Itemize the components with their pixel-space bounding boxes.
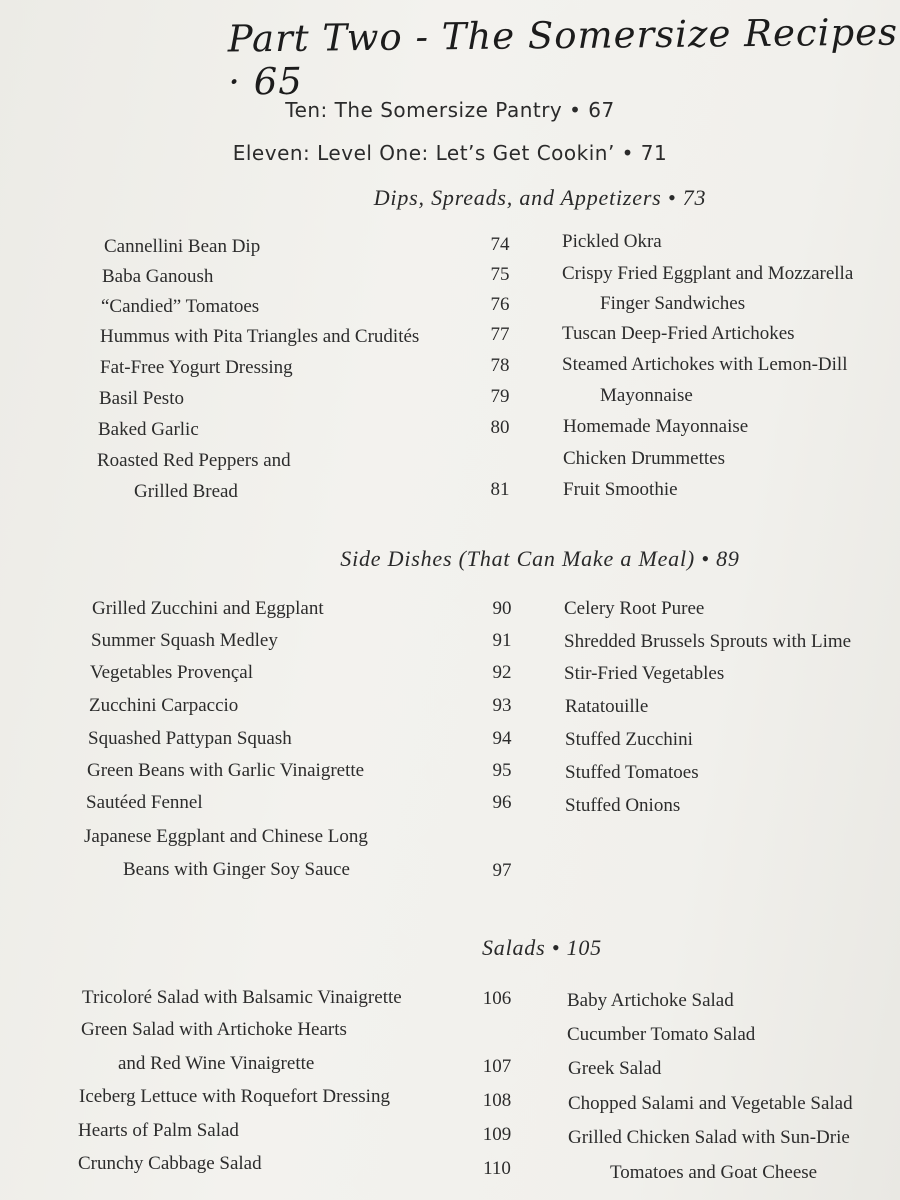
toc-entry: Crunchy Cabbage Salad (78, 1153, 262, 1174)
page-number: 95 (492, 760, 512, 781)
toc-entry: Steamed Artichokes with Lemon-Dill (562, 354, 848, 375)
section-heading-salads: Salads • 105 (482, 935, 602, 960)
toc-entry: Vegetables Provençal (90, 662, 254, 683)
toc-entry-continued: Tomatoes and Goat Cheese (610, 1162, 818, 1183)
page-number: 92 (492, 662, 512, 683)
page-number: 93 (492, 695, 512, 716)
toc-entry-continued: Beans with Ginger Soy Sauce (123, 859, 350, 880)
page-number: 96 (492, 792, 512, 813)
page-number: 75 (490, 264, 510, 285)
toc-entry: Cannellini Bean Dip (104, 236, 261, 257)
toc-entry: Stuffed Onions (565, 795, 681, 816)
toc-entry: Green Beans with Garlic Vinaigrette (87, 760, 365, 781)
toc-entry: Summer Squash Medley (91, 630, 278, 651)
toc-entry: Hearts of Palm Salad (78, 1120, 239, 1141)
section-heading-side-dishes: Side Dishes (That Can Make a Meal) • 89 (340, 546, 740, 571)
toc-entry: Basil Pesto (99, 388, 184, 409)
toc-entry: Iceberg Lettuce with Roquefort Dressing (79, 1086, 390, 1107)
toc-entry: Stir-Fried Vegetables (564, 663, 725, 684)
page-number: 90 (492, 598, 512, 619)
toc-entry-continued: and Red Wine Vinaigrette (118, 1053, 315, 1074)
toc-entry: Zucchini Carpaccio (89, 695, 239, 716)
toc-entry: Chopped Salami and Vegetable Salad (568, 1093, 853, 1114)
toc-entry: “Candied” Tomatoes (101, 296, 260, 317)
toc-entry: Sautéed Fennel (86, 792, 203, 813)
toc-entry: Fruit Smoothie (563, 479, 678, 500)
page-number: 81 (490, 479, 510, 500)
toc-entry: Stuffed Zucchini (565, 729, 693, 750)
part-title: Part Two - The Somersize Recipes · 65 (227, 10, 899, 104)
toc-entry-continued: Grilled Bread (134, 481, 238, 502)
page-number: 110 (483, 1158, 511, 1179)
toc-entry: Grilled Zucchini and Eggplant (92, 598, 324, 619)
toc-entry: Baked Garlic (98, 419, 199, 440)
toc-entry-continued: Finger Sandwiches (600, 293, 746, 314)
toc-entry: Grilled Chicken Salad with Sun-Drie (568, 1127, 850, 1148)
page-number: 80 (490, 417, 510, 438)
chapter-eleven: Eleven: Level One: Let’s Get Cookin’ • 71 (232, 141, 668, 165)
page-number: 74 (490, 234, 510, 255)
page-number: 108 (482, 1090, 512, 1111)
page-number: 79 (490, 386, 510, 407)
page-number: 107 (482, 1056, 512, 1077)
page-number: 106 (482, 988, 512, 1009)
toc-entry: Baby Artichoke Salad (567, 990, 734, 1011)
page-number: 94 (492, 728, 512, 749)
toc-entry: Japanese Eggplant and Chinese Long (84, 826, 368, 847)
toc-entry: Tuscan Deep-Fried Artichokes (562, 323, 795, 344)
toc-entry: Shredded Brussels Sprouts with Lime (564, 631, 852, 652)
toc-entry: Celery Root Puree (564, 598, 705, 619)
toc-entry-continued: Mayonnaise (600, 385, 693, 406)
toc-entry: Greek Salad (568, 1058, 662, 1079)
page-number: 97 (492, 860, 512, 881)
toc-entry: Hummus with Pita Triangles and Crudités (100, 326, 420, 347)
page-number: 109 (482, 1124, 512, 1145)
toc-entry: Ratatouille (565, 696, 649, 717)
page-number: 78 (490, 355, 510, 376)
toc-entry: Green Salad with Artichoke Hearts (81, 1019, 347, 1040)
toc-entry: Homemade Mayonnaise (563, 416, 749, 437)
toc-entry: Baba Ganoush (102, 266, 214, 287)
toc-entry: Roasted Red Peppers and (97, 450, 291, 471)
toc-entry: Chicken Drummettes (563, 448, 725, 469)
page-number: 91 (492, 630, 512, 651)
toc-entry: Crispy Fried Eggplant and Mozzarella (562, 263, 854, 284)
page-number: 77 (490, 324, 510, 345)
toc-entry: Pickled Okra (562, 231, 662, 252)
toc-entry: Stuffed Tomatoes (565, 762, 699, 783)
toc-entry: Squashed Pattypan Squash (88, 728, 292, 749)
chapter-ten: Ten: The Somersize Pantry • 67 (285, 98, 615, 122)
toc-entry: Fat-Free Yogurt Dressing (100, 357, 293, 378)
page-number: 76 (490, 294, 510, 315)
section-heading-dips: Dips, Spreads, and Appetizers • 73 (373, 185, 707, 210)
toc-entry: Tricoloré Salad with Balsamic Vinaigrette (82, 987, 402, 1008)
toc-entry: Cucumber Tomato Salad (567, 1024, 756, 1045)
